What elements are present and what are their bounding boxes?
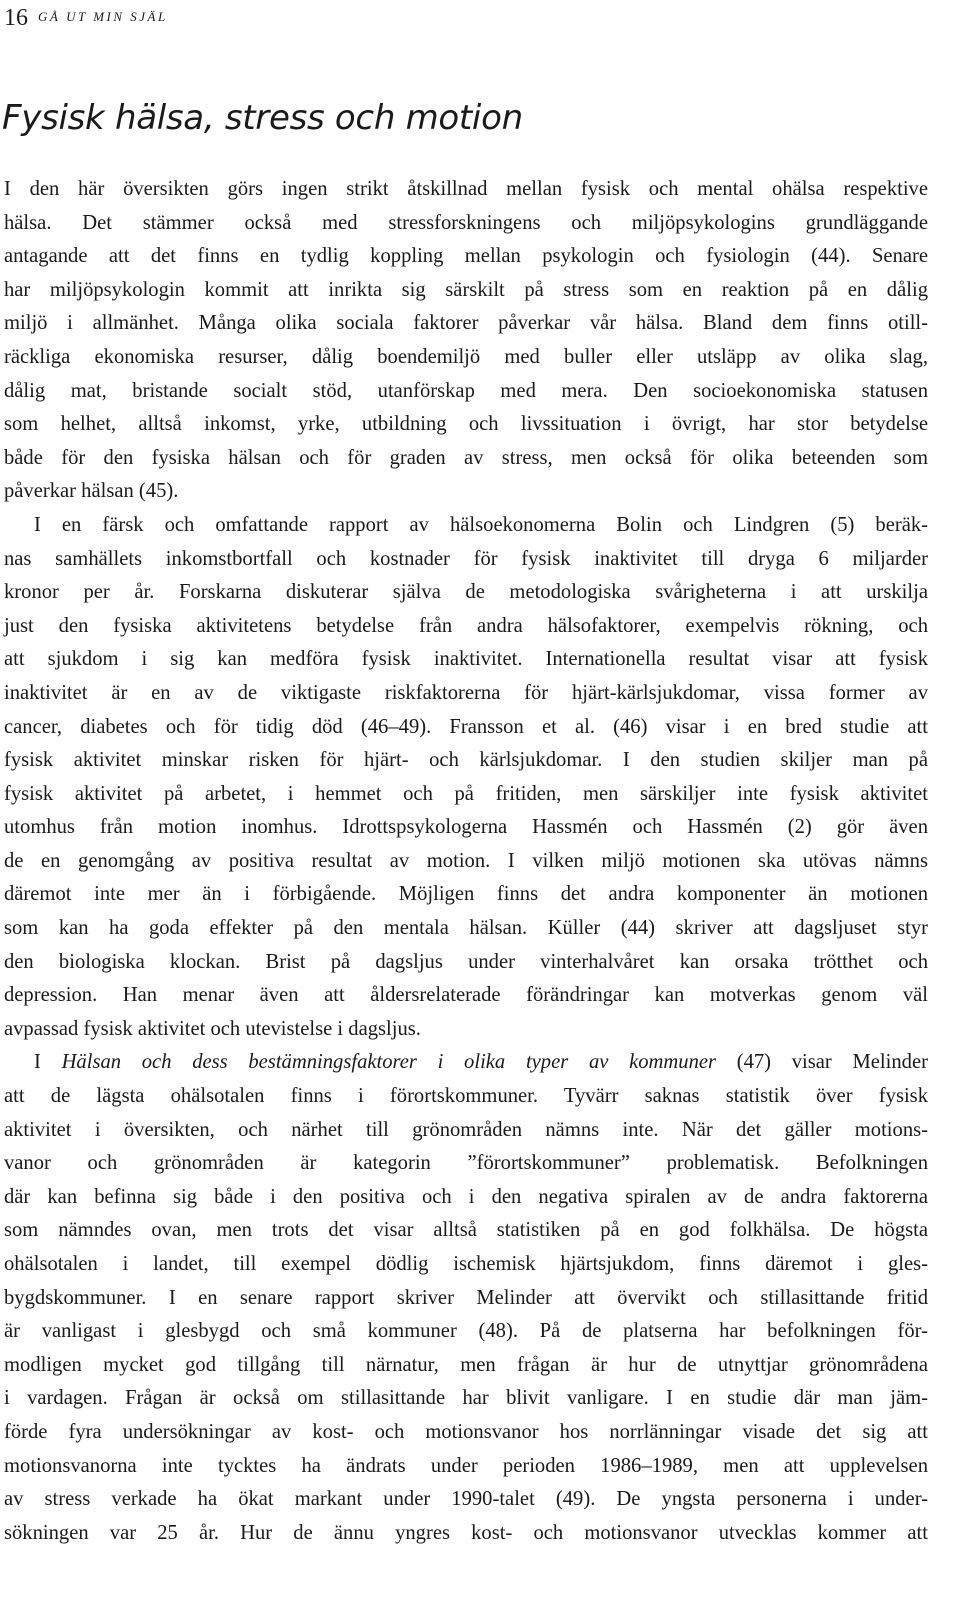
text-segment: påverkar hälsan (45). (4, 480, 179, 503)
page-number: 16 (4, 5, 28, 31)
text-line (4, 1214, 928, 1248)
text-line (4, 475, 928, 509)
text-line (4, 207, 928, 241)
text-segment: ohälsotalen i landet, till exempel dödlig ischemisk hjärtsjukdom, finns däremot i gles- (4, 1253, 928, 1275)
text-line (4, 912, 928, 946)
text-line (4, 979, 928, 1013)
text-segment: fysisk aktivitet på arbetet, i hemmet och på fritiden, men särskiljer inte fysisk aktivitet (4, 782, 928, 805)
text-line (4, 778, 928, 812)
text-segment: I en färsk och omfattande rapport av hälsoekonomerna Bolin och Lindgren (5) beräk- (34, 513, 928, 536)
text-line (4, 1349, 928, 1383)
running-head (4, 2, 168, 33)
text-segment: förde fyra undersökningar av kost- och motionsvanor hos norrlänningar visade det sig att (4, 1420, 928, 1443)
text-line (4, 1416, 928, 1450)
text-line (4, 240, 928, 274)
text-segment: i vardagen. Frågan är också om stillasittande har blivit vanligare. I en studie där man jäm- (4, 1387, 928, 1410)
text-segment: I den här översikten görs ingen strikt åtskillnad mellan fysisk och mental ohälsa respektive (4, 178, 928, 200)
text-line (4, 811, 928, 845)
text-line (4, 509, 928, 543)
text-segment: den biologiska klockan. Brist på dagsljus under vinterhalvåret kan orsaka trötthet och (4, 950, 928, 973)
text-segment: att sjukdom i sig kan medföra fysisk inaktivitet. Internationella resultat visar att fysisk (4, 648, 928, 671)
text-segment: kronor per år. Forskarna diskuterar själva de metodologiska svårigheterna i att urskilja (4, 581, 928, 604)
text-line (4, 711, 928, 745)
text-segment: I (34, 1051, 62, 1074)
text-line (4, 1181, 928, 1215)
text-line (4, 1382, 928, 1416)
chapter-heading: Fysisk hälsa, stress och motion (2, 98, 523, 138)
text-line (4, 1517, 928, 1551)
text-segment: vanor och grönområden är kategorin ”förortskommuner” problematisk. Befolkningen (4, 1152, 928, 1175)
text-segment: fysisk aktivitet minskar risken för hjärt- och kärlsjukdomar. I den studien skiljer man på (4, 749, 928, 772)
paragraph (4, 509, 928, 1047)
text-line (4, 1248, 928, 1282)
text-segment: som kan ha goda effekter på den mentala hälsan. Küller (44) skriver att dagsljuset styr (4, 917, 928, 940)
text-segment: räckliga ekonomiska resurser, dålig boendemiljö med buller eller utsläpp av olika slag, (4, 345, 928, 368)
text-segment: har miljöpsykologin kommit att inrikta sig särskilt på stress som en reaktion på en dålig (4, 278, 928, 301)
text-segment: där kan befinna sig både i den positiva och i den negativa spiralen av de andra faktorerna (4, 1185, 928, 1208)
text-line (4, 1080, 928, 1114)
paragraph (4, 1046, 928, 1550)
text-segment: depression. Han menar även att åldersrelaterade förändringar kan motverkas genom väl (4, 984, 928, 1007)
text-line (4, 442, 928, 476)
text-line (4, 576, 928, 610)
text-segment: inaktivitet är en av de viktigaste riskfaktorerna för hjärt-kärlsjukdomar, vissa former av (4, 681, 928, 704)
text-segment: aktivitet i översikten, och närhet till grönområden nämns inte. När det gäller motions- (4, 1118, 928, 1141)
text-line (4, 1013, 928, 1047)
text-segment: cancer, diabetes och för tidig död (46–49). Fransson et al. (46) visar i en bred studie att (4, 715, 928, 738)
text-line (4, 610, 928, 644)
text-segment: som helhet, alltså inkomst, yrke, utbildning och livssituation i övrigt, har stor betydelse (4, 413, 928, 436)
body-text (4, 173, 928, 1550)
text-line (4, 173, 928, 207)
text-segment: antagande att det finns en tydlig koppling mellan psykologin och fysiologin (44). Senare (4, 245, 928, 268)
text-line (4, 341, 928, 375)
text-line (4, 375, 928, 409)
text-line (4, 1315, 928, 1349)
text-segment: motionsvanorna inte tycktes ha ändrats under perioden 1986–1989, men att upplevelsen (4, 1454, 928, 1477)
text-line (4, 1114, 928, 1148)
running-title: GÅ UT MIN SJÄL (38, 9, 168, 24)
text-segment: är vanligast i glesbygd och små kommuner (48). På de platserna har befolkningen för- (4, 1320, 928, 1343)
text-line (4, 744, 928, 778)
text-line (4, 274, 928, 308)
text-segment: som nämndes ovan, men trots det visar alltså statistiken på en god folkhälsa. De högsta (4, 1219, 928, 1242)
text-line (4, 677, 928, 711)
text-line (4, 1147, 928, 1181)
text-line (4, 1483, 928, 1517)
text-segment: däremot inte mer än i förbigående. Möjligen finns det andra komponenter än motionen (4, 883, 928, 906)
text-segment: (47) visar Melinder (716, 1051, 928, 1074)
text-segment: sökningen var 25 år. Hur de ännu yngres kost- och motionsvanor utvecklas kommer att (4, 1521, 928, 1544)
text-line (4, 307, 928, 341)
text-segment: bygdskommuner. I en senare rapport skriver Melinder att övervikt och stillasittande fritid (4, 1286, 928, 1309)
text-line (4, 1046, 928, 1080)
text-segment: både för den fysiska hälsan och för graden av stress, men också för olika beteenden som (4, 446, 928, 469)
text-segment: modligen mycket god tillgång till närnatur, men frågan är hur de utnyttjar grönområdena (4, 1353, 928, 1376)
text-segment: av stress verkade ha ökat markant under 1990-talet (49). De yngsta personerna i under- (4, 1488, 928, 1511)
text-line (4, 1450, 928, 1484)
text-segment: utomhus från motion inomhus. Idrottspsykologerna Hassmén och Hassmén (2) gör även (4, 816, 928, 839)
text-segment: miljö i allmänhet. Många olika sociala faktorer påverkar vår hälsa. Bland dem finns otill- (4, 312, 928, 335)
text-segment: nas samhällets inkomstbortfall och kostnader för fysisk inaktivitet till dryga 6 miljarder (4, 547, 928, 570)
text-segment: avpassad fysisk aktivitet och utevistelse i dagsljus. (4, 1017, 421, 1040)
text-segment: de en genomgång av positiva resultat av motion. I vilken miljö motionen ska utövas nämns (4, 849, 928, 872)
text-line (4, 543, 928, 577)
text-segment: att de lägsta ohälsotalen finns i förortskommuner. Tyvärr saknas statistik över fysisk (4, 1085, 928, 1108)
paragraph (4, 173, 928, 509)
text-line (4, 643, 928, 677)
text-segment: just den fysiska aktivitetens betydelse från andra hälsofaktorer, exempelvis rökning, och (4, 614, 928, 637)
text-segment: hälsa. Det stämmer också med stressforskningens och miljöpsykologins grundläggande (4, 211, 928, 234)
text-line (4, 408, 928, 442)
italic-title: Hälsan och dess bestämningsfaktorer i olika typer av kommuner (61, 1051, 717, 1074)
text-line (4, 878, 928, 912)
text-segment: dålig mat, bristande socialt stöd, utanförskap med mera. Den socioekonomiska statusen (4, 379, 928, 402)
text-line (4, 1282, 928, 1316)
text-line (4, 845, 928, 879)
text-line (4, 946, 928, 980)
